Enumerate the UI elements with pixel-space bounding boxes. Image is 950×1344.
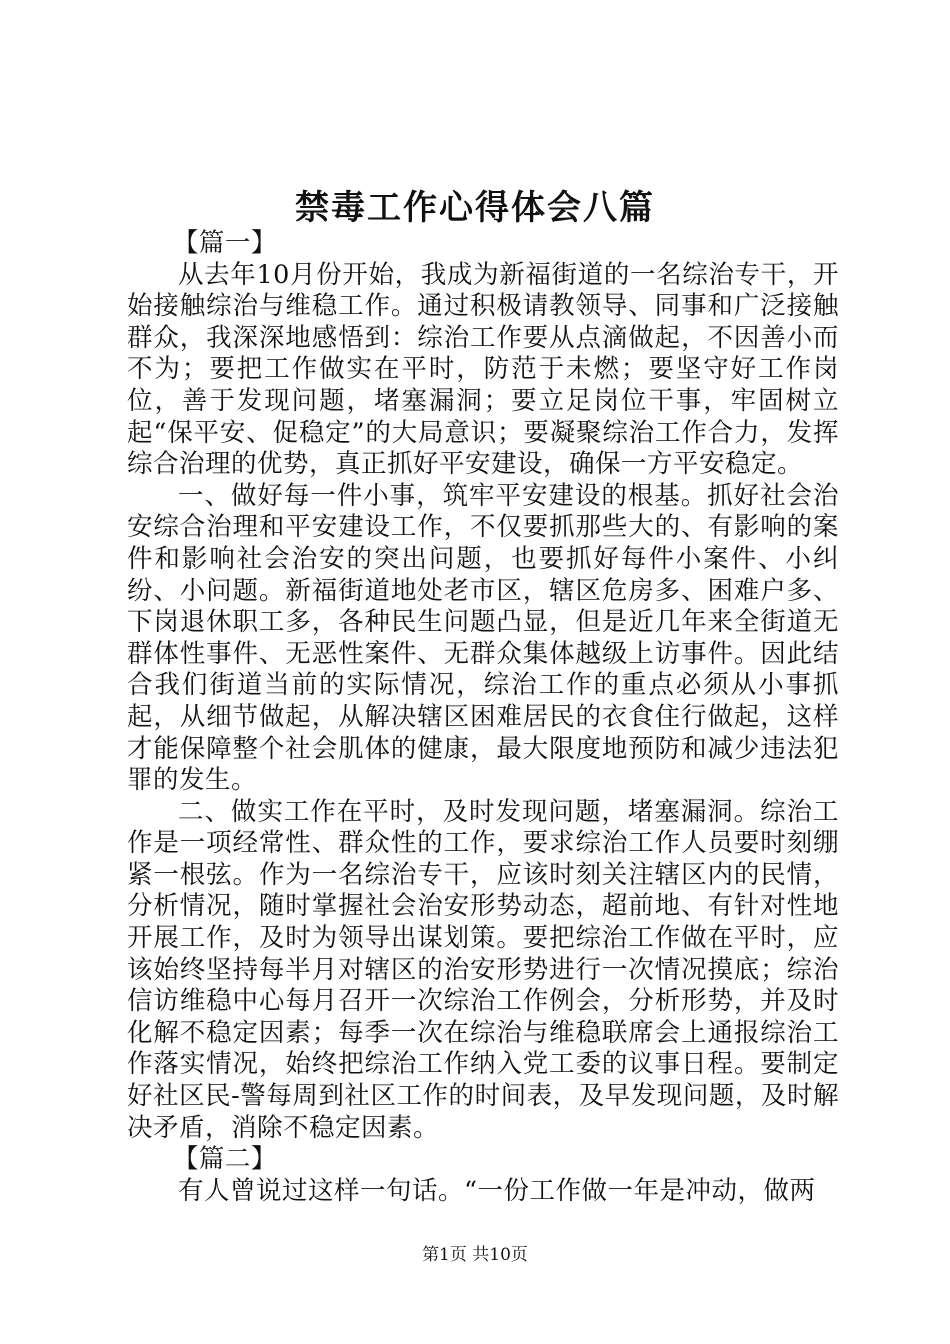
paragraph: 一、做好每一件小事，筑牢平安建设的根基。抓好社会治安综合治理和平安建设工作，不仅要抓那些大的、有影响的案件和影响社会治安的突出问题，也要抓好每件小案件、小纠纷、小问题。新福街道地处老市区，辖区危房多、困难户多、下岗退休职工多，各种民生问题凸显，但是近几年来全街道无群体性事件、无恶性案件、无群众集体越级上访事件。因此结合我们街道当前的实际情况，综治工作的重点必须从小事抓起，从细节做起，从解决辖区困难居民的衣食住行做起，这样才能保障整个社会肌体的健康，最大限度地预防和减少违法犯罪的发生。: [127, 480, 839, 796]
paragraph: 二、做实工作在平时，及时发现问题，堵塞漏洞。综治工作是一项经常性、群众性的工作，要求综治工作人员要时刻绷紧一根弦。作为一名综治专干，应该时刻关注辖区内的民情，分析情况，随时掌握社会治安形势动态，超前地、有针对性地开展工作，及时为领导出谋划策。要把综治工作做在平时，应该始终坚持每半月对辖区的治安形势进行一次情况摸底；综治信访维稳中心每月召开一次综治工作例会，分析形势，并及时化解不稳定因素；每季一次在综治与维稳联席会上通报综治工作落实情况，始终把综治工作纳入党工委的议事日程。要制定好社区民-警每周到社区工作的时间表，及早发现问题，及时解决矛盾，消除不稳定因素。: [127, 796, 839, 1143]
paragraph: 有人曾说过这样一句话。“一份工作做一年是冲动，做两: [178, 1175, 816, 1206]
document-title: 禁毒工作心得体会八篇: [295, 188, 655, 228]
paragraph: 从去年10月份开始，我成为新福街道的一名综治专干，开始接触综治与维稳工作。通过积极请教领导、同事和广泛接触群众，我深深地感悟到：综治工作要从点滴做起，不因善小而不为；要把工作做实在平时，防范于未燃；要坚守好工作岗位，善于发现问题，堵塞漏洞；要立足岗位干事，牢固树立起“保平安、促稳定”的大局意识；要凝聚综治工作合力，发挥综合治理的优势，真正抓好平安建设，确保一方平安稳定。: [127, 259, 839, 480]
page-footer: 第1页 共10页: [422, 1245, 528, 1265]
document-body: [127, 228, 839, 1207]
section-heading: 【篇一】: [172, 228, 277, 258]
section-heading: 【篇二】: [172, 1144, 277, 1175]
